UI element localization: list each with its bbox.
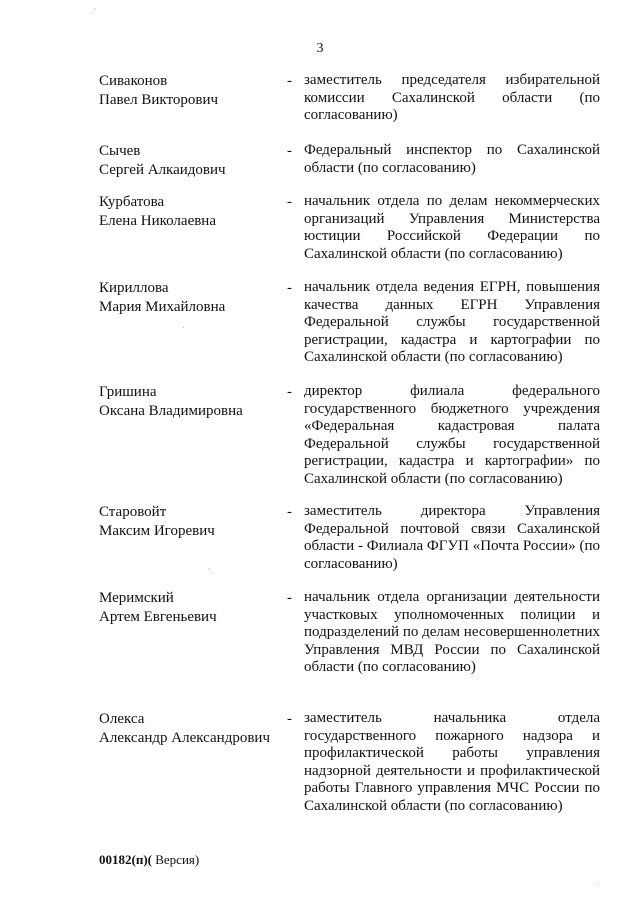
member-position: начальник отдела ведения ЕГРН, повышения качества данных ЕГРН Управления Федеральной службы государственной регистрации, кадастра и картографии по Сахалинской области (по согласованию) [304,279,600,366]
member-name [99,710,284,748]
member-surname: Кириллова [99,280,169,296]
page-number: 3 [316,41,324,56]
member-given-names: Александр Александрович [99,730,270,746]
scan-speck [209,568,210,569]
member-position: Федеральный инспектор по Сахалинской области (по согласованию) [304,142,600,176]
member-given-names: Максим Игоревич [99,523,215,539]
member-position: заместитель председателя избирательной комиссии Сахалинской области (по согласованию) [304,72,600,124]
dash-separator: - [287,194,292,210]
scan-speck [94,8,95,9]
member-given-names: Павел Викторович [99,92,219,108]
member-surname: Гришина [99,384,157,400]
dash-separator: - [287,384,292,400]
member-given-names: Артем Евгеньевич [99,609,217,625]
member-position: начальник отдела организации деятельности участковых уполномоченных полиции и подразделений по делам несовершеннолетних Управления МВД России по Сахалинской области (по согласованию) [304,589,600,676]
dash-separator: - [287,711,292,727]
member-position: директор филиала федерального государственного бюджетного учреждения «Федеральная кадастровая палата Федеральной службы государственной регистрации, кадастра и картографии» по Сахалинской области (по согласованию) [304,383,600,487]
scan-speck [183,327,184,328]
member-name [99,72,284,110]
member-given-names: Елена Николаевна [99,213,216,229]
member-surname: Олекса [99,711,145,727]
document-code-footer [99,852,199,868]
member-name [99,279,284,317]
dash-separator: - [287,143,292,159]
member-name [99,142,284,180]
member-position: заместитель начальника отдела государственного пожарного надзора и профилактической работы управления надзорной деятельности и профилактической работы Главного управления МЧС России по Сахалинской области (по согласованию) [304,710,600,814]
member-name [99,193,284,231]
member-given-names: Мария Михайловна [99,299,226,315]
member-surname: Старовойт [99,504,167,520]
member-surname: Курбатова [99,194,165,210]
member-position: заместитель директора Управления Федеральной почтовой связи Сахалинской области - Филиала ФГУП «Почта России» (по согласованию) [304,503,600,572]
dash-separator: - [287,504,292,520]
dash-separator: - [287,280,292,296]
document-version: Версия) [151,852,200,867]
member-surname: Меримский [99,590,174,606]
member-name [99,589,284,627]
member-position: начальник отдела по делам некоммерческих организаций Управления Министерства юстиции Российской Федерации по Сахалинской области (по согласованию) [304,193,600,262]
dash-separator: - [287,590,292,606]
dash-separator: - [287,73,292,89]
scan-speck [598,884,599,885]
member-surname: Сиваконов [99,73,168,89]
member-surname: Сычев [99,143,141,159]
document-code: 00182(п)( [99,852,152,867]
member-given-names: Сергей Алкаидович [99,162,226,178]
member-name [99,503,284,541]
member-given-names: Оксана Владимировна [99,403,243,419]
member-name [99,383,284,421]
